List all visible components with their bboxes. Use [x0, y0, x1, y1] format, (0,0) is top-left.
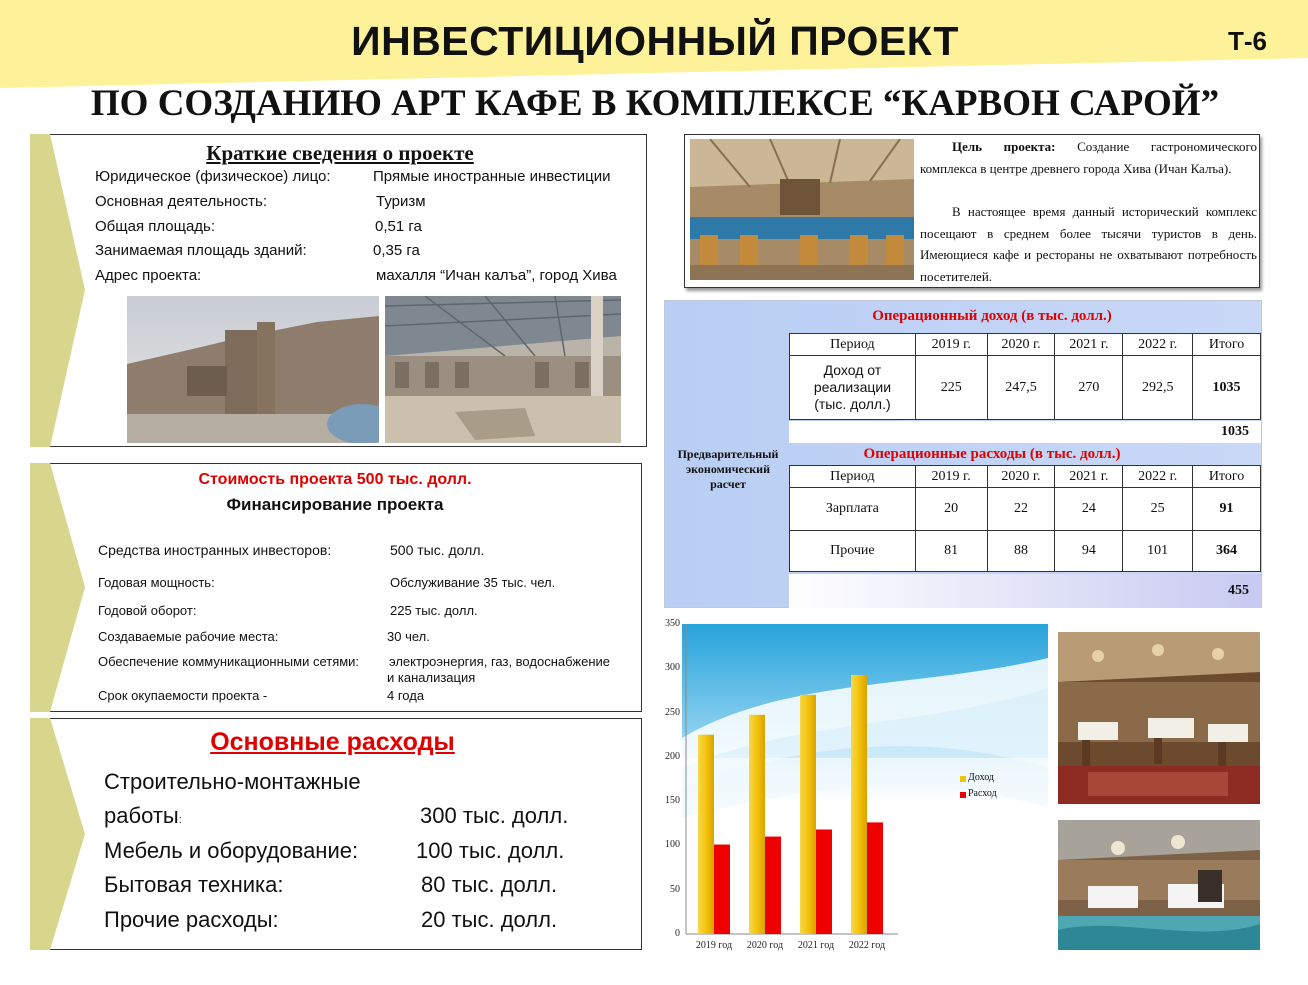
income-header-period: Период [790, 334, 916, 356]
y-tick-label: 50 [670, 883, 680, 895]
income-2019: 225 [915, 356, 987, 420]
fin-label-capacity: Годовая мощность: [98, 575, 215, 590]
income-header-2021: 2021 г. [1055, 334, 1123, 356]
x-tick-label: 2021 год [797, 940, 835, 951]
exp-value-works: 300 тыс. долл. [420, 803, 569, 828]
fin-label-turnover: Годовой оборот: [98, 603, 197, 618]
fortress-photo [127, 296, 379, 443]
fin-label-utilities: Обеспечение коммуникационными сетями: [98, 654, 360, 669]
cafe-interior-photo [690, 139, 914, 280]
brief-label-address: Адрес проекта: [95, 267, 202, 284]
fin-value-utilities: электроэнергия, газ, водоснабжение [389, 654, 610, 669]
courtyard-photo [385, 296, 621, 443]
fin-label-investors: Средства иностранных инвесторов: [98, 542, 332, 558]
exp-value-furniture: 100 тыс. долл. [416, 838, 565, 863]
expense-header-2022: 2022 г. [1123, 466, 1193, 488]
expense-header-2021: 2021 г. [1055, 466, 1123, 488]
expense-header-period: Период [790, 466, 916, 488]
salary-label: Зарплата [790, 488, 916, 531]
expense-grand-total: 455 [789, 574, 1261, 608]
fin-value-jobs: 30 чел. [387, 629, 430, 644]
exp-label-works-text: работы [104, 803, 179, 828]
other-2021: 94 [1055, 531, 1123, 572]
goal-text-2: В настоящее время данный исторический комплекс посещают в среднем более тысячи туристов в день. Имеющиеся кафе и рестораны не охватывают потребность посетителей. [920, 204, 1257, 284]
income-title: Операционный доход (в тыс. долл.) [872, 308, 1112, 324]
exp-label-appliances: Бытовая техника: [104, 872, 284, 897]
y-tick-label: 0 [675, 928, 680, 939]
y-tick-label: 200 [665, 750, 680, 762]
y-tick-label: 250 [665, 706, 680, 718]
exp-label-construction: Строительно-монтажные [104, 769, 361, 794]
legend-label: Расход [968, 788, 997, 799]
income-row-label: Доход от реализации (тыс. долл.) [790, 356, 916, 420]
expense-row-salary [790, 488, 1261, 531]
income-header-2020: 2020 г. [987, 334, 1055, 356]
goal-text [920, 136, 1257, 179]
x-tick-label: 2022 год [848, 940, 886, 951]
other-2022: 101 [1123, 531, 1193, 572]
fin-value-payback: 4 года [387, 688, 425, 703]
y-tick-label: 350 [665, 618, 680, 629]
expense-row-other [790, 531, 1261, 572]
income-grand-total: 1035 [789, 421, 1261, 443]
page-subtitle: ПО СОЗДАНИЮ АРТ КАФЕ В КОМПЛЕКСЕ “КАРВОН САРОЙ” [90, 83, 1220, 124]
brief-label-legal: Юридическое (физическое) лицо: [95, 168, 331, 185]
chart-labels [662, 618, 1052, 952]
fin-value-utilities-2: и канализация [387, 670, 476, 685]
fin-label-payback: Срок окупаемости проекта - [98, 688, 268, 703]
y-tick-label: 100 [665, 839, 680, 851]
income-header-2022: 2022 г. [1123, 334, 1193, 356]
brief-label-area: Общая площадь: [95, 218, 216, 235]
exp-value-other: 20 тыс. долл. [421, 907, 558, 932]
income-header-row [790, 334, 1261, 356]
other-2020: 88 [987, 531, 1055, 572]
brief-label-building-area: Занимаемая площадь зданий: [95, 242, 307, 259]
brief-title: Краткие сведения о проекте [206, 141, 474, 165]
y-tick-label: 300 [665, 662, 680, 674]
exp-label-other: Прочие расходы: [104, 907, 279, 932]
salary-2021: 24 [1055, 488, 1123, 531]
income-table [789, 333, 1261, 420]
restaurant-photo-1 [1058, 632, 1260, 804]
income-header-total: Итого [1193, 334, 1261, 356]
exp-value-appliances: 80 тыс. долл. [421, 872, 558, 897]
fin-value-capacity: Обслуживание 35 тыс. чел. [390, 575, 556, 590]
brief-value-legal: Прямые иностранные инвестиции [373, 168, 611, 185]
goal-label: Цель проекта: [952, 139, 1056, 154]
other-2019: 81 [915, 531, 987, 572]
brief-value-address: махалля “Ичан калъа”, город Хива [376, 267, 617, 284]
financing-title: Финансирование проекта [226, 495, 444, 514]
brief-value-area: 0,51 га [375, 218, 422, 235]
salary-2022: 25 [1123, 488, 1193, 531]
expense-header-2019: 2019 г. [915, 466, 987, 488]
income-2022: 292,5 [1123, 356, 1193, 420]
calc-side-label: Предварительный экономический расчет [677, 447, 779, 491]
income-2021: 270 [1055, 356, 1123, 420]
expense-header-2020: 2020 г. [987, 466, 1055, 488]
exp-label-works [104, 803, 182, 829]
brief-value-activity: Туризм [376, 193, 426, 210]
salary-2019: 20 [915, 488, 987, 531]
expense-header-total: Итого [1193, 466, 1261, 488]
y-tick-label: 150 [665, 795, 680, 807]
expense-header-row [790, 466, 1261, 488]
fin-value-investors: 500 тыс. долл. [390, 542, 485, 558]
income-total-cell: 1035 [1193, 356, 1261, 420]
restaurant-photo-2 [1058, 820, 1260, 950]
expense-table [789, 465, 1261, 572]
fin-label-jobs: Создаваемые рабочие места: [98, 629, 279, 644]
legend-label: Доход [968, 772, 994, 783]
income-2020: 247,5 [987, 356, 1055, 420]
brief-value-building-area: 0,35 га [373, 242, 420, 259]
fin-value-turnover: 225 тыс. долл. [390, 603, 478, 618]
expense-title: Операционные расходы (в тыс. долл.) [863, 446, 1121, 462]
exp-label-works-colon: : [178, 814, 182, 826]
expenses-title: Основные расходы [210, 728, 455, 756]
brief-chevron [30, 134, 90, 447]
project-cost: Стоимость проекта 500 тыс. долл. [198, 471, 472, 488]
expenses-chevron [30, 718, 90, 950]
exp-label-furniture: Мебель и оборудование: [104, 838, 359, 863]
x-tick-label: 2020 год [746, 940, 784, 951]
other-label: Прочие [790, 531, 916, 572]
goal-description: Создание гастрономического комплекса в центре древнего города Хива (Ичан Калъа). [920, 139, 1257, 176]
x-tick-label: 2019 год [695, 940, 733, 951]
brief-label-activity: Основная деятельность: [95, 193, 267, 210]
income-row [790, 356, 1261, 420]
salary-2020: 22 [987, 488, 1055, 531]
page-title: ИНВЕСТИЦИОННЫЙ ПРОЕКТ [351, 18, 959, 64]
other-total: 364 [1193, 531, 1261, 572]
poster-code: Т-6 [1228, 26, 1267, 56]
income-header-2019: 2019 г. [915, 334, 987, 356]
financing-chevron [30, 463, 90, 712]
salary-total: 91 [1193, 488, 1261, 531]
